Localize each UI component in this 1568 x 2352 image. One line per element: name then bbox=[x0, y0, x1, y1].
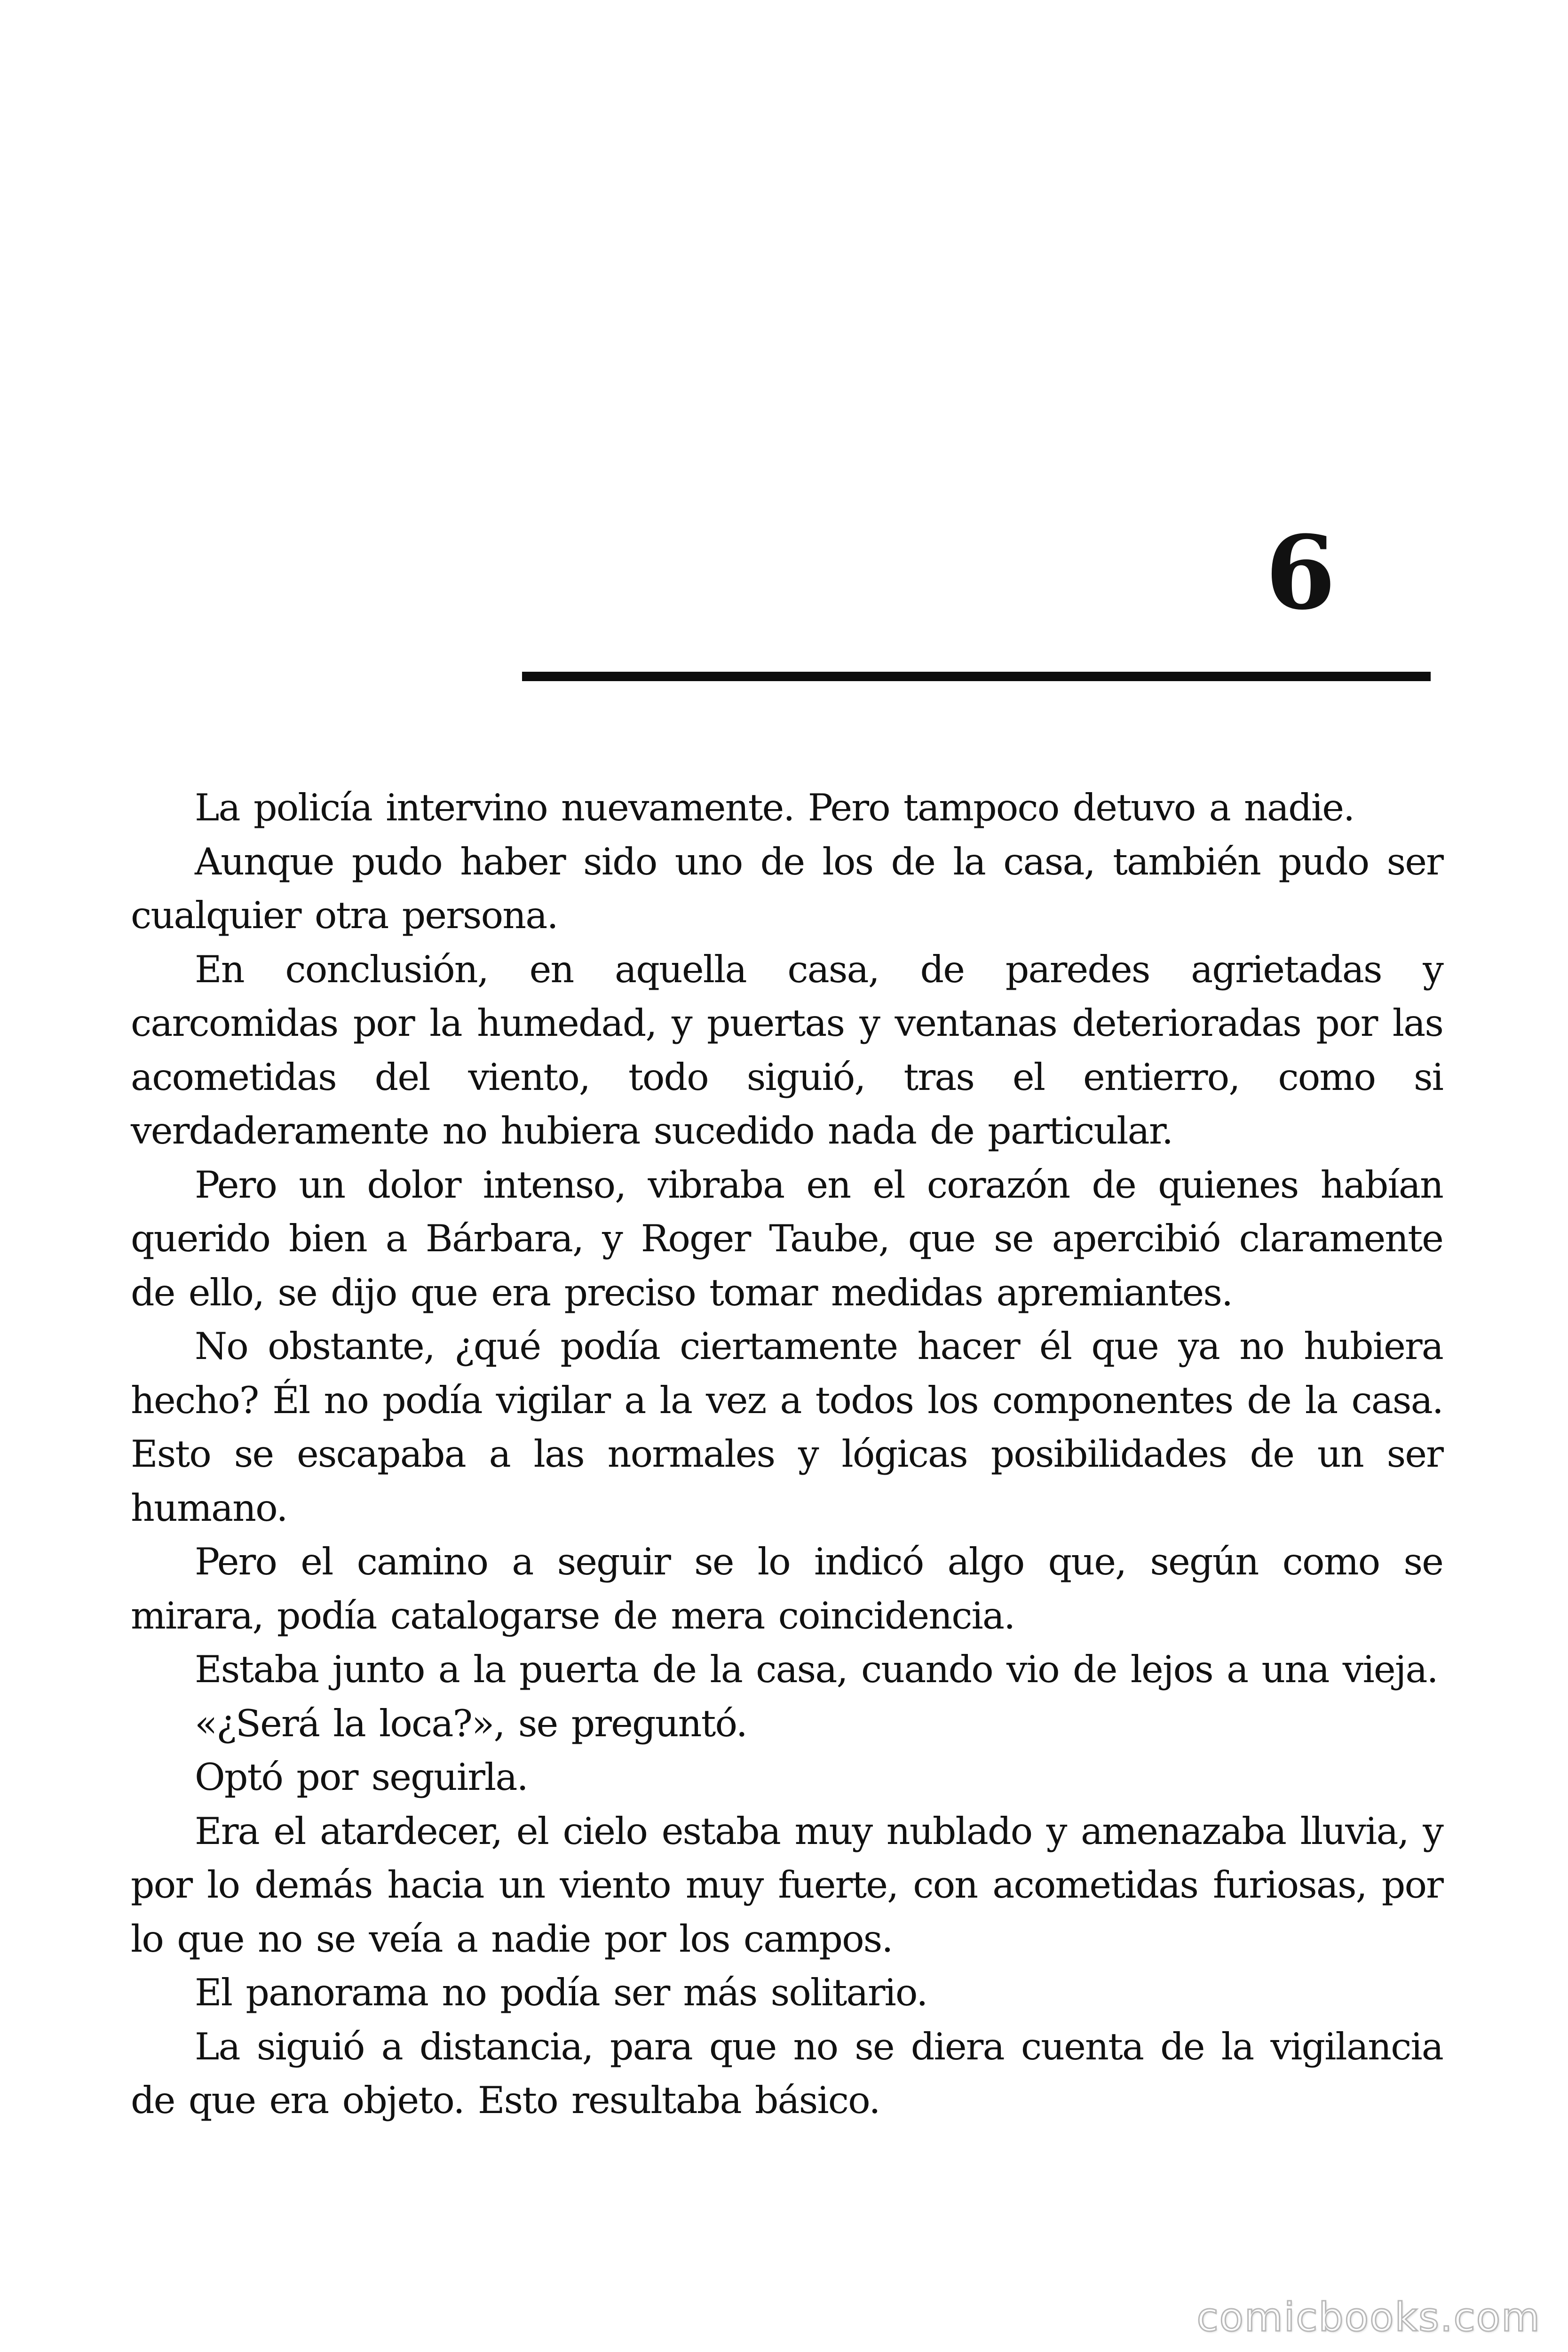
paragraph: Era el atardecer, el cielo estaba muy nublado y amenazaba lluvia, y por lo demás hacia un viento muy fuerte, con acometidas furiosas, por lo que no se veía a nadie por los campos. bbox=[131, 1809, 1443, 1961]
paragraph: No obstante, ¿qué podía ciertamente hacer él que ya no hubiera hecho? Él no podía vigilar a la vez a todos los componentes de la casa. Esto se escapaba a las normales y lógicas posibilidades de un ser humano. bbox=[131, 1325, 1443, 1530]
paragraph: Estaba junto a la puerta de la casa, cuando vio de lejos a una vieja. bbox=[195, 1648, 1438, 1691]
paragraph: Optó por seguirla. bbox=[195, 1756, 528, 1799]
paragraph: En conclusión, en aquella casa, de paredes agrietadas y carcomidas por la humedad, y puertas y ventanas deterioradas por las acometidas del viento, todo siguió, tras el entierro, como si verdaderamente no hubiera sucedido nada de particular. bbox=[131, 947, 1443, 1152]
watermark: comicbooks.com bbox=[1196, 2294, 1541, 2340]
paragraph: La policía intervino nuevamente. Pero tampoco detuvo a nadie. bbox=[195, 786, 1354, 829]
paragraph: «¿Será la loca?», se preguntó. bbox=[195, 1701, 747, 1745]
paragraph: El panorama no podía ser más solitario. bbox=[195, 1971, 927, 2014]
paragraph: Aunque pudo haber sido uno de los de la casa, también pudo ser cualquier otra persona. bbox=[131, 840, 1443, 937]
chapter-text bbox=[131, 781, 1443, 2128]
chapter-number: 6 bbox=[1265, 513, 1336, 632]
paragraph: Pero el camino a seguir se lo indicó algo que, según como se mirara, podía catalogarse de mera coincidencia. bbox=[131, 1540, 1443, 1637]
chapter-divider bbox=[522, 672, 1431, 681]
paragraph: Pero un dolor intenso, vibraba en el corazón de quienes habían querido bien a Bárbara, y Roger Taube, que se apercibió claramente de ello, se dijo que era preciso tomar medidas apremiantes. bbox=[131, 1163, 1443, 1314]
paragraph: La siguió a distancia, para que no se diera cuenta de la vigilancia de que era objeto. Esto resultaba básico. bbox=[131, 2025, 1443, 2122]
